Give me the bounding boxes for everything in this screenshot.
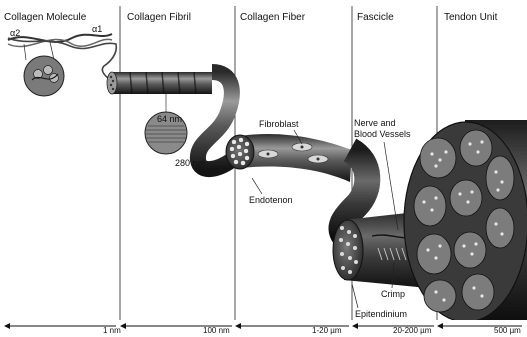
banding-period-label: 64 nm: [157, 114, 183, 124]
stage-title-collagen-molecule: Collagen Molecule: [4, 12, 87, 23]
fibroblast-label: Fibroblast: [259, 119, 299, 129]
scale-bar: [0, 320, 527, 337]
stage-title-collagen-fibril: Collagen Fibril: [127, 12, 191, 23]
stage-title-tendon-unit: Tendon Unit: [444, 12, 498, 23]
stage-title-collagen-fiber: Collagen Fiber: [240, 12, 306, 23]
scale-tendon: 500 µm: [494, 326, 521, 335]
crimp-label: Crimp: [381, 289, 405, 299]
endotenon-label: Endotenon: [249, 195, 293, 205]
scale-fascicle: 20-200 µm: [393, 326, 432, 335]
epitendinium-label: Epitendinium: [355, 309, 408, 319]
scale-fibril: 100 nm: [203, 326, 230, 335]
alpha2-label: α2: [10, 28, 21, 38]
stage-title-fascicle: Fascicle: [357, 12, 394, 23]
collagen-fibril: [107, 72, 232, 169]
header-row: [4, 12, 498, 23]
nerve-label-line2: Blood Vessels: [354, 129, 411, 139]
alpha1-label: α1: [92, 24, 103, 34]
tendon-unit: [404, 120, 527, 324]
scale-molecule: 1 nm: [103, 326, 121, 335]
scale-fiber: 1-20 µm: [312, 326, 342, 335]
collagen-molecule: [8, 24, 116, 96]
fibril-diameter-label: 280 nm: [175, 158, 206, 168]
nerve-label-line1: Nerve and: [354, 118, 396, 128]
